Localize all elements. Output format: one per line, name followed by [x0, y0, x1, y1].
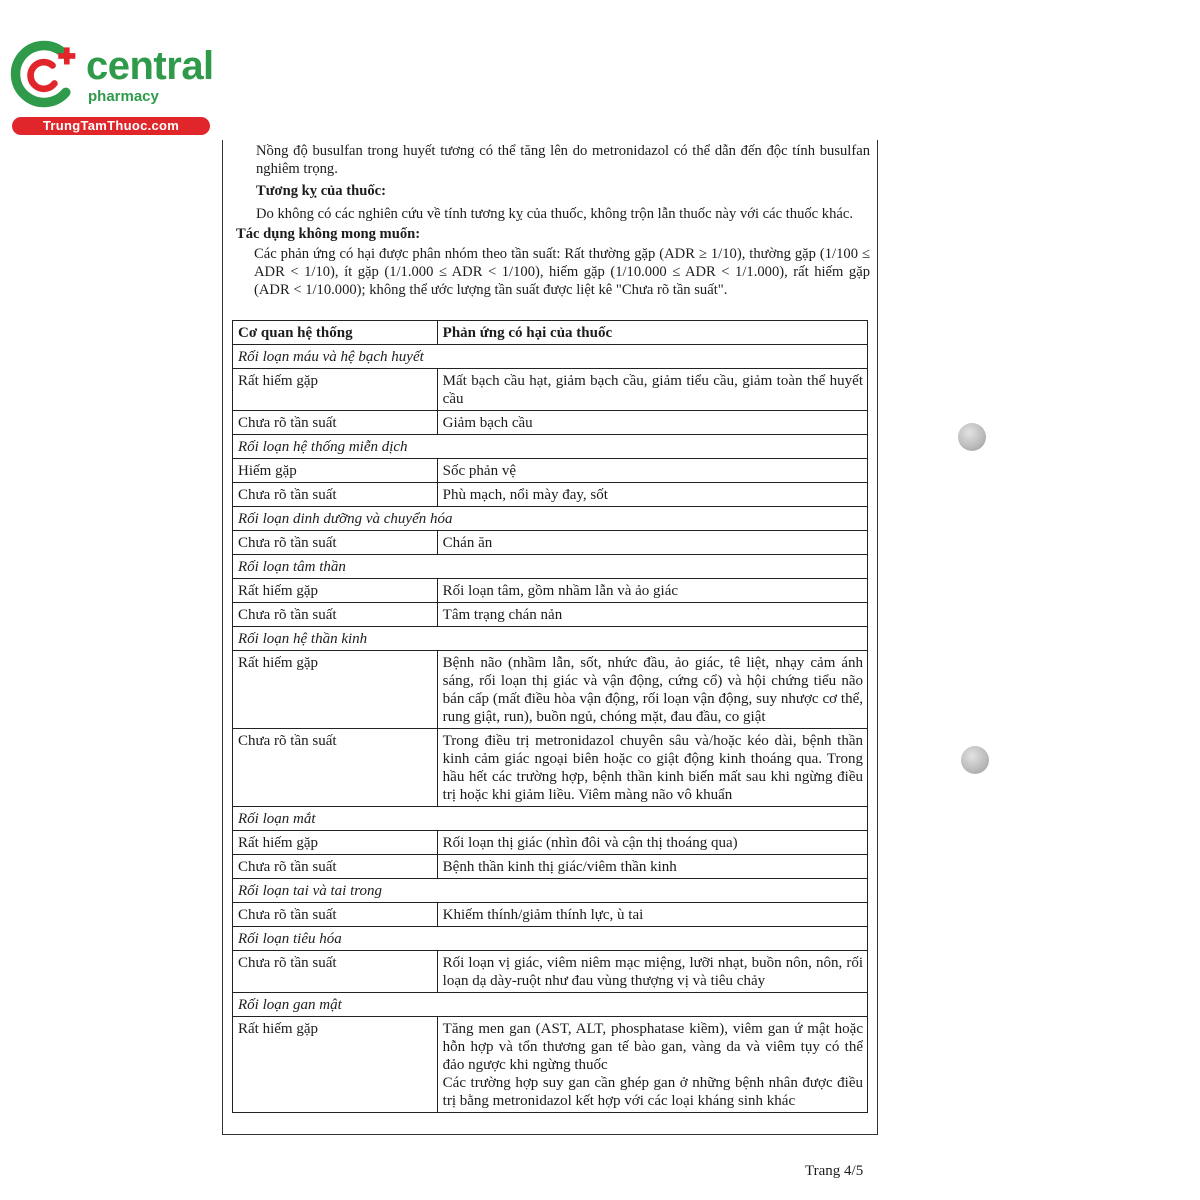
frequency-cell: Hiếm gặp: [233, 459, 438, 483]
organ-system-group-cell: Rối loạn tai và tai trong: [233, 879, 868, 903]
frequency-cell: Rất hiếm gặp: [233, 1017, 438, 1113]
table-row: [233, 483, 868, 507]
table-header-row: [233, 321, 868, 345]
table-row: [233, 831, 868, 855]
frequency-cell: Chưa rõ tần suất: [233, 903, 438, 927]
adverse-effects-table: [232, 320, 868, 1113]
organ-system-group-cell: Rối loạn mắt: [233, 807, 868, 831]
frequency-definition-paragraph: Các phản ứng có hại được phân nhóm theo tần suất: Rất thường gặp (ADR ≥ 1/10), thường gặp (1/100 ≤ ADR < 1/10), ít gặp (1/1.000 ≤ ADR < 1/100), hiếm gặp (1/10.000 ≤ ADR < 1/1.000), rất hiếm gặp (ADR < 1/10.000); không thể ước lượng tần suất được liệt kê "Chưa rõ tần suất".: [254, 246, 870, 298]
document-intro: [222, 142, 878, 299]
incompatibility-heading: Tương kỵ của thuốc:: [256, 183, 386, 199]
table-row: [233, 411, 868, 435]
frequency-cell: Chưa rõ tần suất: [233, 531, 438, 555]
table-group-row: [233, 927, 868, 951]
logo-name: central: [86, 44, 214, 88]
table-row: [233, 459, 868, 483]
page-number: Trang 4/5: [805, 1163, 864, 1179]
reaction-cell: Rối loạn thị giác (nhìn đôi và cận thị thoáng qua): [437, 831, 867, 855]
adverse-effects-heading: Tác dụng không mong muốn:: [236, 226, 421, 242]
organ-system-group-cell: Rối loạn máu và hệ bạch huyết: [233, 345, 868, 369]
reaction-paragraph: Tăng men gan (AST, ALT, phosphatase kiềm), viêm gan ứ mật hoặc hỗn hợp và tổn thương gan tế bào gan, vàng da và viêm tụy có thể đảo ngược khi ngừng thuốc: [442, 1021, 863, 1073]
table-row: [233, 855, 868, 879]
reaction-cell: Tâm trạng chán nản: [437, 603, 867, 627]
table-group-row: [233, 555, 868, 579]
frequency-cell: Rất hiếm gặp: [233, 651, 438, 729]
table-group-row: [233, 627, 868, 651]
table-row: [233, 1017, 868, 1113]
incompatibility-paragraph: Do không có các nghiên cứu về tính tương kỵ của thuốc, không trộn lẫn thuốc này với các thuốc khác.: [256, 206, 854, 222]
organ-system-group-cell: Rối loạn gan mật: [233, 993, 868, 1017]
reaction-paragraph: Các trường hợp suy gan cần ghép gan ở những bệnh nhân được điều trị bằng metronidazol kết hợp với các loại kháng sinh khác: [442, 1075, 863, 1109]
reaction-cell: Trong điều trị metronidazol chuyên sâu và/hoặc kéo dài, bệnh thần kinh cảm giác ngoại biên hoặc co giật động kinh thoáng qua. Trong hầu hết các trường hợp, bệnh thần kinh biến mất sau khi ngừng điều trị hoặc khi giảm liều. Viêm màng não vô khuẩn: [437, 729, 867, 807]
frequency-cell: Rất hiếm gặp: [233, 369, 438, 411]
reaction-cell: Mất bạch cầu hạt, giảm bạch cầu, giảm tiểu cầu, giảm toàn thể huyết cầu: [437, 369, 867, 411]
table-row: [233, 729, 868, 807]
frequency-cell: Chưa rõ tần suất: [233, 603, 438, 627]
busulfan-interaction-paragraph: Nồng độ busulfan trong huyết tương có thể tăng lên do metronidazol có thể dẫn đến độc tính busulfan nghiêm trọng.: [256, 143, 870, 177]
adverse-effects-table-body: [233, 345, 868, 1113]
frequency-cell: Chưa rõ tần suất: [233, 729, 438, 807]
reaction-cell: Sốc phản vệ: [437, 459, 867, 483]
reaction-cell: [437, 1017, 867, 1113]
table-row: [233, 369, 868, 411]
table-group-row: [233, 507, 868, 531]
table-group-row: [233, 345, 868, 369]
logo-website-badge: TrungTamThuoc.com: [12, 117, 210, 135]
punch-hole: [961, 746, 989, 774]
reaction-cell: Khiếm thính/giảm thính lực, ù tai: [437, 903, 867, 927]
table-group-row: [233, 807, 868, 831]
reaction-cell: Bệnh thần kinh thị giác/viêm thần kinh: [437, 855, 867, 879]
reaction-cell: Giảm bạch cầu: [437, 411, 867, 435]
header-organ-system: Cơ quan hệ thống: [233, 321, 438, 345]
frequency-cell: Rất hiếm gặp: [233, 579, 438, 603]
table-row: [233, 603, 868, 627]
logo-subtitle: pharmacy: [88, 88, 159, 105]
central-pharmacy-logo-icon: [6, 36, 82, 112]
table-row: [233, 531, 868, 555]
frequency-cell: Chưa rõ tần suất: [233, 411, 438, 435]
frequency-cell: Rất hiếm gặp: [233, 831, 438, 855]
punch-hole: [958, 423, 986, 451]
reaction-cell: Bệnh não (nhầm lẫn, sốt, nhức đầu, ảo giác, tê liệt, nhạy cảm ánh sáng, rối loạn thị giác và vận động, cứng cổ) và hội chứng tiểu não bán cấp (mất điều hòa vận động, rối loạn vận động, suy nhược cơ thể, rung giật, run), buồn ngủ, chóng mặt, đau đầu, co giật: [437, 651, 867, 729]
reaction-cell: Rối loạn vị giác, viêm niêm mạc miệng, lưỡi nhạt, buồn nôn, nôn, rối loạn dạ dày-ruột như đau vùng thượng vị và tiêu chảy: [437, 951, 867, 993]
table-group-row: [233, 435, 868, 459]
organ-system-group-cell: Rối loạn hệ thần kinh: [233, 627, 868, 651]
table-group-row: [233, 993, 868, 1017]
table-row: [233, 651, 868, 729]
frequency-cell: Chưa rõ tần suất: [233, 483, 438, 507]
table-row: [233, 903, 868, 927]
organ-system-group-cell: Rối loạn dinh dưỡng và chuyển hóa: [233, 507, 868, 531]
organ-system-group-cell: Rối loạn tiêu hóa: [233, 927, 868, 951]
header-adverse-reaction: Phản ứng có hại của thuốc: [437, 321, 867, 345]
organ-system-group-cell: Rối loạn hệ thống miễn dịch: [233, 435, 868, 459]
table-row: [233, 951, 868, 993]
reaction-cell: Phù mạch, nổi mày đay, sốt: [437, 483, 867, 507]
reaction-cell: Rối loạn tâm, gồm nhầm lẫn và ảo giác: [437, 579, 867, 603]
table-row: [233, 579, 868, 603]
frequency-cell: Chưa rõ tần suất: [233, 855, 438, 879]
organ-system-group-cell: Rối loạn tâm thần: [233, 555, 868, 579]
frequency-cell: Chưa rõ tần suất: [233, 951, 438, 993]
reaction-cell: Chán ăn: [437, 531, 867, 555]
table-group-row: [233, 879, 868, 903]
